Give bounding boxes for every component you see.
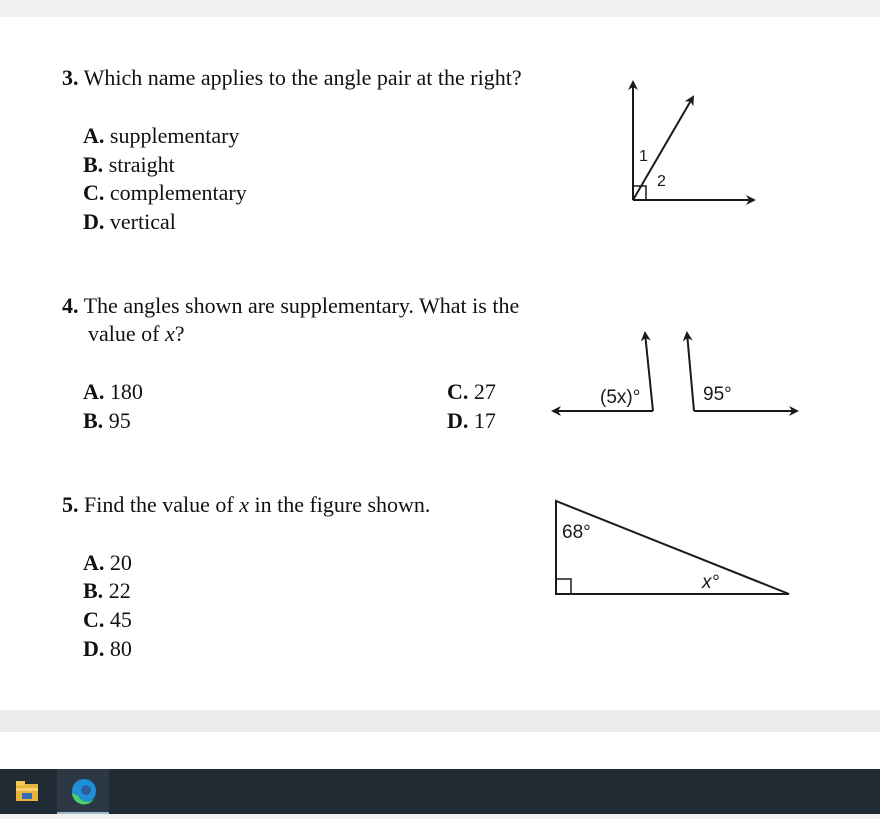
q5-choice-c[interactable] — [83, 606, 132, 634]
question-text: Find the value of — [84, 492, 240, 517]
choice-letter: B. — [83, 152, 104, 177]
choice-text: 95 — [108, 408, 131, 433]
choice-letter: B. — [83, 578, 104, 603]
choice-letter: A. — [83, 123, 105, 148]
choice-letter: A. — [83, 379, 105, 404]
file-explorer-icon — [0, 769, 52, 814]
question-3-prompt — [62, 64, 522, 92]
question-mark: ? — [174, 321, 185, 346]
choice-text: 17 — [473, 408, 496, 433]
angle-95-label: 95° — [703, 384, 732, 405]
choice-text: straight — [108, 152, 175, 177]
question-text: value of — [88, 321, 165, 346]
choice-letter: D. — [83, 636, 105, 661]
choice-text: 180 — [109, 379, 143, 404]
question-text-end: in the figure shown. — [248, 492, 431, 517]
choice-letter: C. — [447, 379, 469, 404]
choice-letter: C. — [83, 180, 105, 205]
variable-x: x — [164, 321, 175, 346]
choice-text: 27 — [473, 379, 496, 404]
variable-x: x — [239, 492, 249, 517]
choice-text: 22 — [108, 578, 131, 603]
question-number: 4. — [62, 293, 79, 318]
question-text-line1: The angles shown are supplementary. What is the — [83, 293, 520, 318]
choice-letter: C. — [83, 607, 105, 632]
right-angle-mark — [556, 579, 571, 594]
question-text: Which name applies to the angle pair at the right? — [83, 65, 522, 90]
taskbar-edge-button[interactable] — [57, 769, 109, 814]
page-separator — [0, 710, 880, 732]
question-5-prompt — [62, 491, 430, 519]
q3-choice-c[interactable] — [83, 179, 247, 207]
choice-letter: D. — [447, 408, 469, 433]
angle-x-label: x° — [702, 572, 720, 593]
right-angle-ray-up — [687, 333, 694, 411]
question-number: 3. — [62, 65, 79, 90]
q3-choice-d[interactable] — [83, 208, 176, 236]
choice-letter: D. — [83, 209, 105, 234]
choice-text: 45 — [109, 607, 132, 632]
q5-choice-d[interactable] — [83, 635, 132, 663]
question-4-prompt — [62, 292, 519, 320]
q4-choice-a[interactable] — [83, 378, 143, 406]
right-triangle — [556, 501, 789, 594]
edge-browser-icon — [57, 769, 109, 814]
taskbar-file-explorer-button[interactable] — [0, 769, 52, 814]
choice-letter: B. — [83, 408, 104, 433]
q3-choice-b[interactable] — [83, 151, 175, 179]
q5-choice-b[interactable] — [83, 577, 131, 605]
angle-5x-label: (5x)° — [600, 387, 641, 408]
choice-text: supplementary — [109, 123, 240, 148]
question-4-prompt-line2 — [88, 320, 185, 348]
q4-angles-figure — [545, 325, 810, 425]
angle-68-label: 68° — [562, 522, 591, 543]
angle-1-label: 1 — [639, 148, 648, 165]
left-angle-ray-up — [645, 333, 653, 411]
q4-choice-d[interactable] — [447, 407, 496, 435]
choice-text: 80 — [109, 636, 132, 661]
taskbar — [0, 769, 880, 814]
q3-choice-a[interactable] — [83, 122, 239, 150]
q5-triangle-figure — [548, 495, 798, 600]
choice-text: complementary — [109, 180, 247, 205]
choice-text: 20 — [109, 550, 132, 575]
q4-choice-b[interactable] — [83, 407, 131, 435]
q4-choice-c[interactable] — [447, 378, 496, 406]
choice-text: vertical — [109, 209, 176, 234]
question-number: 5. — [62, 492, 79, 517]
q5-choice-a[interactable] — [83, 549, 132, 577]
angle-2-label: 2 — [657, 173, 666, 190]
viewport-bottom — [0, 732, 880, 769]
q3-angle-figure — [600, 70, 770, 215]
choice-letter: A. — [83, 550, 105, 575]
